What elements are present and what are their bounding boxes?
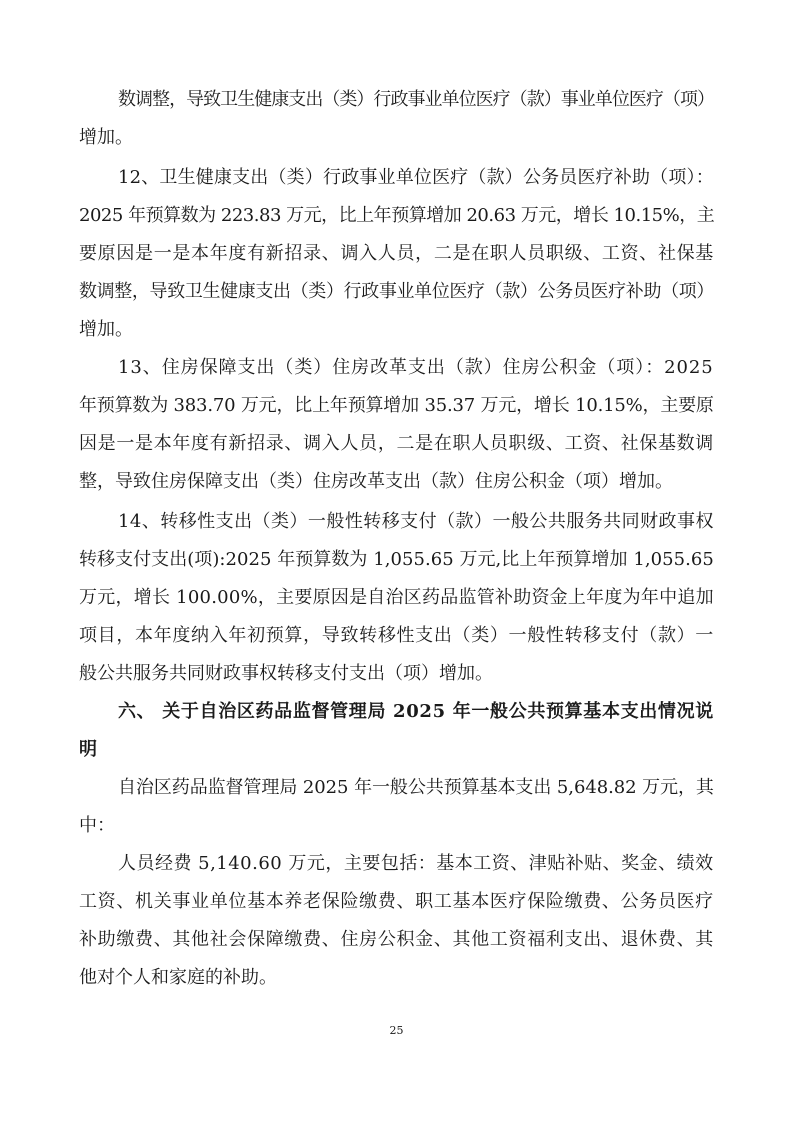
text-line: 增加。 bbox=[79, 319, 133, 340]
text-line: 14、转移性支出（类）一般性转移支付（款）一般公共服务共同财政事权 bbox=[118, 511, 714, 532]
text-line: 转移支付支出(项):2025 年预算数为 1,055.65 万元,比上年预算增加 1,055.65 bbox=[79, 549, 714, 570]
text-line: 数调整，导致卫生健康支出（类）行政事业单位医疗（款）事业单位医疗（项） bbox=[118, 89, 715, 110]
text-line: 13、住房保障支出（类）住房改革支出（款）住房公积金（项）：2025 bbox=[118, 357, 714, 378]
page-number: 25 bbox=[389, 1024, 404, 1037]
text-line: 补助缴费、其他社会保障缴费、住房公积金、其他工资福利支出、退休费、其 bbox=[79, 929, 714, 950]
text-line: 年预算数为 383.70 万元，比上年预算增加 35.37 万元，增长 10.15%，主要原 bbox=[79, 395, 714, 416]
text-line: 工资、机关事业单位基本养老保险缴费、职工基本医疗保险缴费、公务员医疗 bbox=[79, 891, 714, 912]
text-line: 12、卫生健康支出（类）行政事业单位医疗（款）公务员医疗补助（项）： bbox=[118, 167, 714, 188]
text-line: 2025 年预算数为 223.83 万元，比上年预算增加 20.63 万元，增长 10.15%，主 bbox=[79, 205, 715, 226]
text-line: 增加。 bbox=[79, 127, 133, 148]
text-line: 项目，本年度纳入年初预算，导致转移性支出（类）一般性转移支付（款）一 bbox=[79, 625, 714, 646]
text-line: 自治区药品监督管理局 2025 年一般公共预算基本支出 5,648.82 万元，其 bbox=[118, 777, 714, 798]
text-line: 般公共服务共同财政事权转移支付支出（项）增加。 bbox=[79, 663, 493, 684]
text-line: 他对个人和家庭的补助。 bbox=[79, 967, 277, 988]
text-line: 人员经费 5,140.60 万元，主要包括：基本工资、津贴补贴、奖金、绩效 bbox=[118, 853, 714, 874]
text-line: 因是一是本年度有新招录、调入人员，二是在职人员职级、工资、社保基数调 bbox=[79, 433, 714, 454]
text-line: 万元，增长 100.00%，主要原因是自治区药品监管补助资金上年度为年中追加 bbox=[79, 587, 714, 608]
text-line: 中： bbox=[79, 815, 115, 836]
text-line: 整，导致住房保障支出（类）住房改革支出（款）住房公积金（项）增加。 bbox=[79, 471, 673, 492]
text-line: 要原因是一是本年度有新招录、调入人员，二是在职人员职级、工资、社保基 bbox=[79, 243, 714, 264]
heading-line: 明 bbox=[79, 739, 97, 760]
text-line: 数调整，导致卫生健康支出（类）行政事业单位医疗（款）公务员医疗补助（项） bbox=[79, 281, 715, 302]
heading-line: 六、 关于自治区药品监督管理局 2025 年一般公共预算基本支出情况说 bbox=[118, 701, 714, 722]
